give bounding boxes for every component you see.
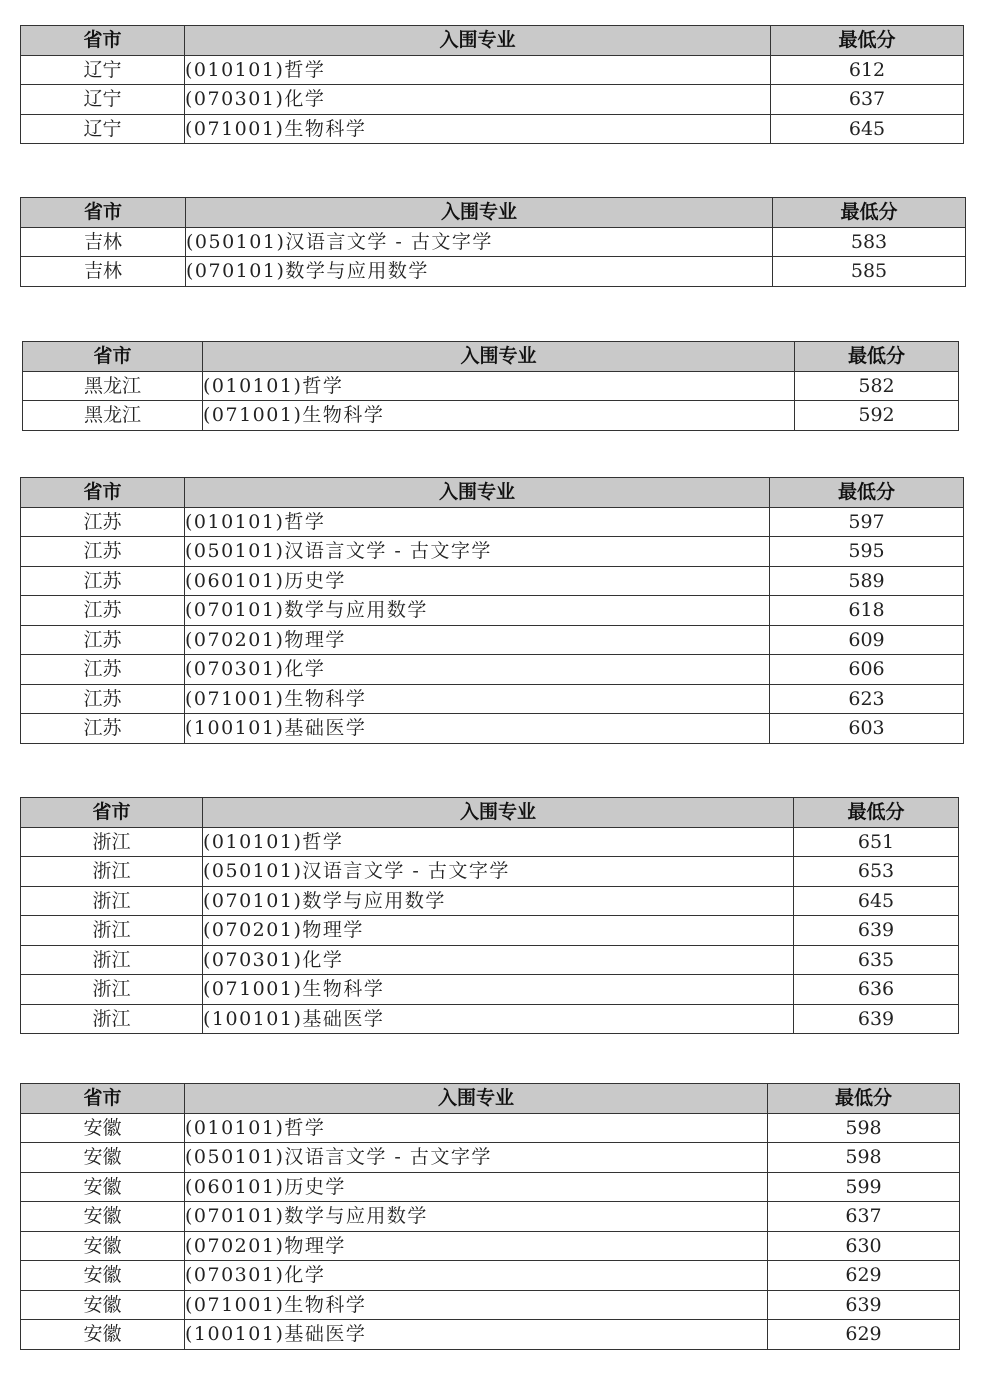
major-cell: (010101)哲学 xyxy=(203,827,794,857)
province-cell: 吉林 xyxy=(21,227,186,257)
province-cell: 浙江 xyxy=(21,1004,203,1034)
header-min-score: 最低分 xyxy=(794,798,959,828)
score-cell: 651 xyxy=(794,827,959,857)
major-cell: (071001)生物科学 xyxy=(185,114,771,144)
header-major: 入围专业 xyxy=(203,342,795,372)
major-cell: (070101)数学与应用数学 xyxy=(186,257,773,287)
score-cell: 639 xyxy=(794,916,959,946)
province-cell: 安徽 xyxy=(21,1320,185,1350)
table-row xyxy=(21,857,959,887)
header-min-score: 最低分 xyxy=(773,198,966,228)
header-row xyxy=(21,26,964,56)
province-cell: 浙江 xyxy=(21,886,203,916)
province-cell: 江苏 xyxy=(21,596,185,626)
major-cell: (071001)生物科学 xyxy=(203,401,795,431)
header-row xyxy=(21,198,966,228)
score-table-anhui xyxy=(20,1083,960,1350)
province-cell: 吉林 xyxy=(21,257,186,287)
province-cell: 安徽 xyxy=(21,1290,185,1320)
major-cell: (070301)化学 xyxy=(185,85,771,115)
score-cell: 582 xyxy=(795,371,959,401)
province-cell: 江苏 xyxy=(21,684,185,714)
major-cell: (010101)哲学 xyxy=(185,55,771,85)
table-row xyxy=(21,975,959,1005)
major-cell: (070201)物理学 xyxy=(185,1231,768,1261)
header-major: 入围专业 xyxy=(186,198,773,228)
table-row xyxy=(21,566,964,596)
major-cell: (100101)基础医学 xyxy=(185,714,770,744)
score-cell: 645 xyxy=(794,886,959,916)
score-table-jiangsu xyxy=(20,477,964,744)
province-cell: 江苏 xyxy=(21,714,185,744)
header-row xyxy=(21,798,959,828)
header-row xyxy=(23,342,959,372)
province-cell: 浙江 xyxy=(21,916,203,946)
score-cell: 639 xyxy=(768,1290,960,1320)
province-cell: 浙江 xyxy=(21,975,203,1005)
score-cell: 618 xyxy=(770,596,964,626)
header-row xyxy=(21,1084,960,1114)
score-cell: 645 xyxy=(771,114,964,144)
major-cell: (070101)数学与应用数学 xyxy=(203,886,794,916)
province-cell: 安徽 xyxy=(21,1231,185,1261)
province-cell: 江苏 xyxy=(21,507,185,537)
score-cell: 606 xyxy=(770,655,964,685)
table-row xyxy=(21,55,964,85)
header-row xyxy=(21,478,964,508)
table-row xyxy=(21,1004,959,1034)
header-province: 省市 xyxy=(21,1084,185,1114)
province-cell: 安徽 xyxy=(21,1143,185,1173)
major-cell: (050101)汉语言文学 - 古文字学 xyxy=(203,857,794,887)
major-cell: (070101)数学与应用数学 xyxy=(185,1202,768,1232)
table-row xyxy=(21,1231,960,1261)
score-table-zhejiang xyxy=(20,797,959,1034)
major-cell: (010101)哲学 xyxy=(185,507,770,537)
major-cell: (070101)数学与应用数学 xyxy=(185,596,770,626)
province-cell: 浙江 xyxy=(21,857,203,887)
major-cell: (050101)汉语言文学 - 古文字学 xyxy=(185,537,770,567)
province-cell: 辽宁 xyxy=(21,85,185,115)
score-cell: 583 xyxy=(773,227,966,257)
header-province: 省市 xyxy=(21,26,185,56)
major-cell: (071001)生物科学 xyxy=(203,975,794,1005)
table-row xyxy=(21,596,964,626)
header-min-score: 最低分 xyxy=(768,1084,960,1114)
score-cell: 603 xyxy=(770,714,964,744)
score-table-jilin xyxy=(20,197,966,287)
header-major: 入围专业 xyxy=(185,26,771,56)
score-cell: 629 xyxy=(768,1261,960,1291)
score-cell: 635 xyxy=(794,945,959,975)
table-row xyxy=(21,827,959,857)
table-row xyxy=(23,401,959,431)
table-row xyxy=(21,1261,960,1291)
table-row xyxy=(21,916,959,946)
header-major: 入围专业 xyxy=(203,798,794,828)
table-row xyxy=(21,85,964,115)
major-cell: (050101)汉语言文学 - 古文字学 xyxy=(185,1143,768,1173)
province-cell: 辽宁 xyxy=(21,55,185,85)
province-cell: 辽宁 xyxy=(21,114,185,144)
table-row xyxy=(21,257,966,287)
header-min-score: 最低分 xyxy=(771,26,964,56)
major-cell: (100101)基础医学 xyxy=(203,1004,794,1034)
score-cell: 637 xyxy=(771,85,964,115)
table-row xyxy=(21,1113,960,1143)
major-cell: (070201)物理学 xyxy=(203,916,794,946)
score-cell: 585 xyxy=(773,257,966,287)
score-cell: 609 xyxy=(770,625,964,655)
score-cell: 612 xyxy=(771,55,964,85)
province-cell: 江苏 xyxy=(21,655,185,685)
province-cell: 江苏 xyxy=(21,537,185,567)
province-cell: 江苏 xyxy=(21,566,185,596)
table-row xyxy=(21,507,964,537)
score-cell: 598 xyxy=(768,1113,960,1143)
province-cell: 江苏 xyxy=(21,625,185,655)
header-major: 入围专业 xyxy=(185,1084,768,1114)
table-row xyxy=(21,1202,960,1232)
province-cell: 安徽 xyxy=(21,1172,185,1202)
major-cell: (010101)哲学 xyxy=(185,1113,768,1143)
major-cell: (070301)化学 xyxy=(185,1261,768,1291)
major-cell: (010101)哲学 xyxy=(203,371,795,401)
score-cell: 595 xyxy=(770,537,964,567)
score-table-liaoning xyxy=(20,25,964,144)
score-cell: 589 xyxy=(770,566,964,596)
score-cell: 639 xyxy=(794,1004,959,1034)
score-cell: 592 xyxy=(795,401,959,431)
table-row xyxy=(21,655,964,685)
header-province: 省市 xyxy=(23,342,203,372)
score-cell: 623 xyxy=(770,684,964,714)
score-cell: 629 xyxy=(768,1320,960,1350)
header-min-score: 最低分 xyxy=(795,342,959,372)
province-cell: 浙江 xyxy=(21,827,203,857)
header-province: 省市 xyxy=(21,798,203,828)
table-row xyxy=(21,1290,960,1320)
score-cell: 597 xyxy=(770,507,964,537)
table-row xyxy=(21,1172,960,1202)
score-cell: 636 xyxy=(794,975,959,1005)
major-cell: (070301)化学 xyxy=(185,655,770,685)
table-row xyxy=(21,886,959,916)
table-row xyxy=(21,684,964,714)
table-row xyxy=(21,227,966,257)
score-cell: 637 xyxy=(768,1202,960,1232)
major-cell: (060101)历史学 xyxy=(185,566,770,596)
province-cell: 安徽 xyxy=(21,1202,185,1232)
province-cell: 安徽 xyxy=(21,1261,185,1291)
table-row xyxy=(21,625,964,655)
major-cell: (100101)基础医学 xyxy=(185,1320,768,1350)
province-cell: 安徽 xyxy=(21,1113,185,1143)
score-table-heilongjiang xyxy=(22,341,959,431)
table-row xyxy=(21,945,959,975)
score-cell: 653 xyxy=(794,857,959,887)
table-row xyxy=(21,714,964,744)
table-row xyxy=(21,537,964,567)
score-cell: 598 xyxy=(768,1143,960,1173)
table-row xyxy=(21,1143,960,1173)
table-row xyxy=(21,1320,960,1350)
major-cell: (070201)物理学 xyxy=(185,625,770,655)
major-cell: (060101)历史学 xyxy=(185,1172,768,1202)
header-major: 入围专业 xyxy=(185,478,770,508)
major-cell: (070301)化学 xyxy=(203,945,794,975)
province-cell: 浙江 xyxy=(21,945,203,975)
score-cell: 599 xyxy=(768,1172,960,1202)
province-cell: 黑龙江 xyxy=(23,371,203,401)
header-province: 省市 xyxy=(21,198,186,228)
major-cell: (050101)汉语言文学 - 古文字学 xyxy=(186,227,773,257)
major-cell: (071001)生物科学 xyxy=(185,1290,768,1320)
header-province: 省市 xyxy=(21,478,185,508)
score-cell: 630 xyxy=(768,1231,960,1261)
major-cell: (071001)生物科学 xyxy=(185,684,770,714)
table-row xyxy=(23,371,959,401)
table-row xyxy=(21,114,964,144)
header-min-score: 最低分 xyxy=(770,478,964,508)
province-cell: 黑龙江 xyxy=(23,401,203,431)
